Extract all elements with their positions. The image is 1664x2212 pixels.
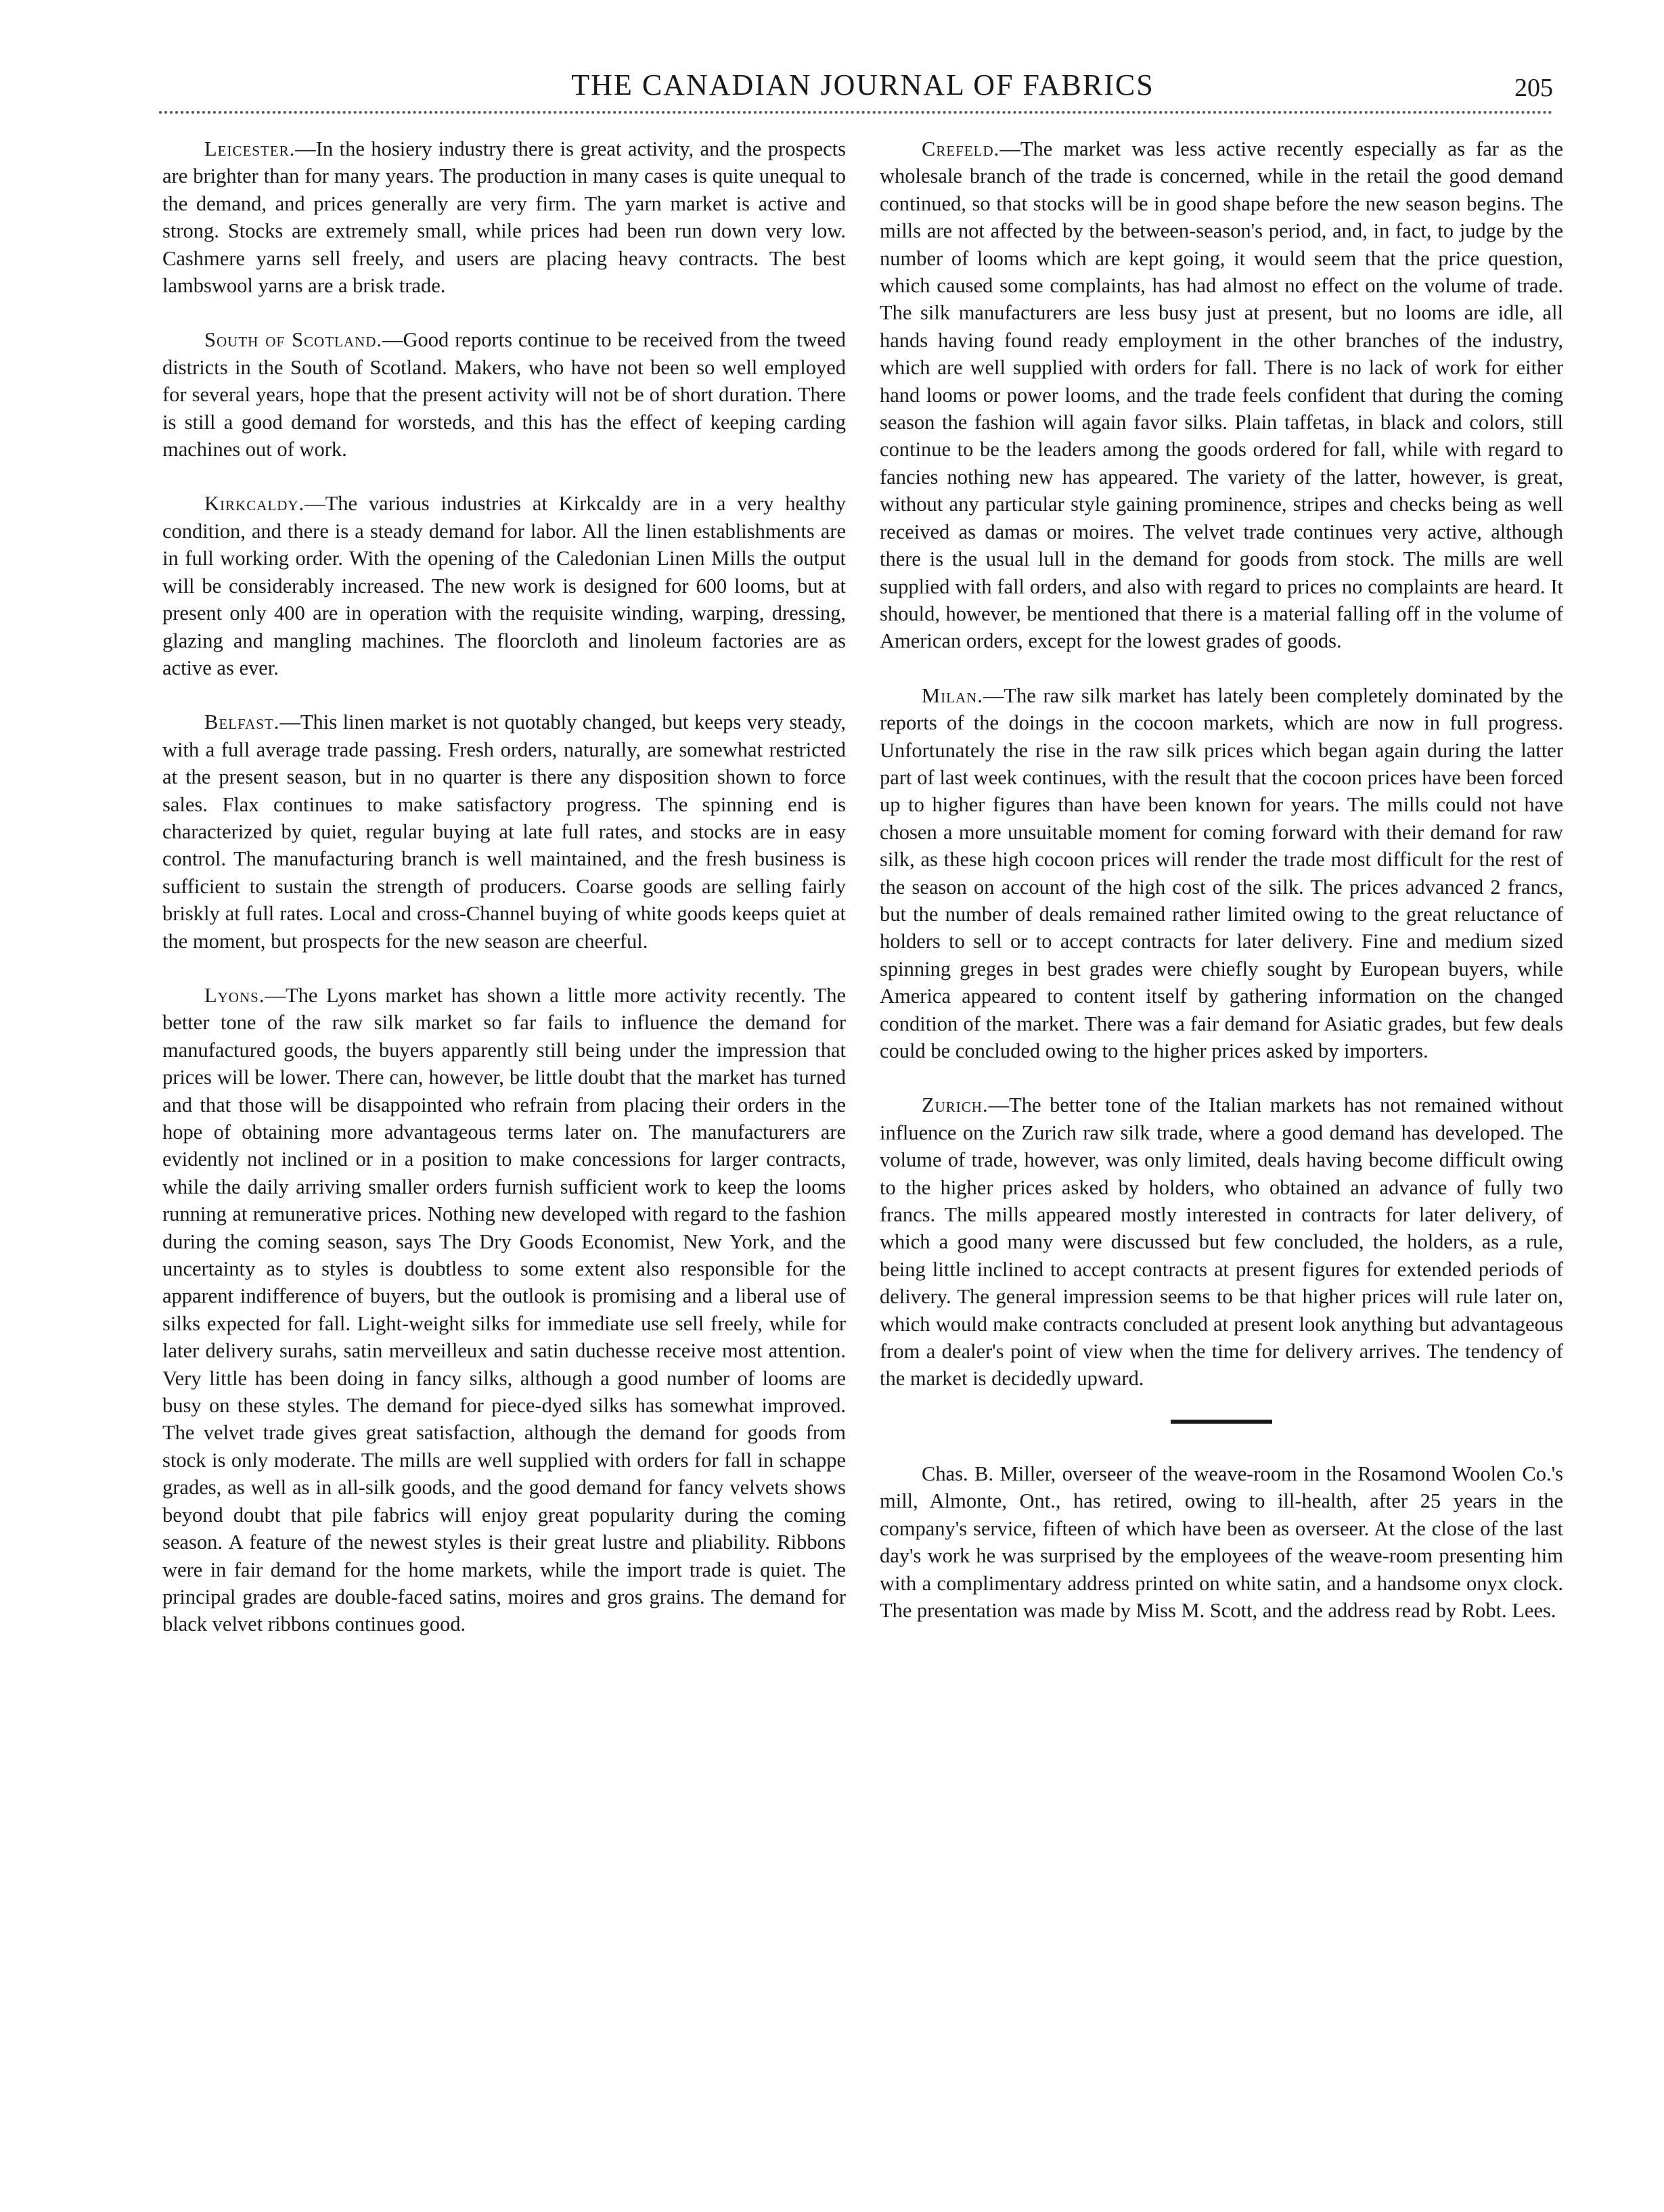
paragraph-zurich: Zurich.—The better tone of the Italian markets has not remained without influence on the Zurich raw silk trade, where a good demand has developed. The volume of trade, however, was only limited, deals having become difficult owing to the higher prices asked by holders, who obtained an advance of fully two francs. The mills appeared mostly interested in contracts for later delivery, of which a good many were discussed but few concluded, the holders, as a rule, being little inclined to accept contracts at present figures for extended periods of delivery. The general impression seems to be that higher prices will rule later on, which would make contracts concluded at present look anything but advantageous from a dealer's point of view when the time for delivery arrives. The tendency of the market is decidedly upward. [880, 1093, 1563, 1391]
right-column [880, 135, 1563, 1651]
section-text: The market was less active recently especially as far as the wholesale branch of the trade is concerned, while in the retail the good demand continued, so that stocks will be in good shape before the new season begins. The mills are not affected by the between-season's period, and, in fact, to judge by the number of looms which are kept going, it would seem that the price question, which caused some complaints, has had almost no effect on the volume of trade. The silk manufacturers are less busy just at present, but no looms are idle, all hands having found ready employment in the other branches of the industry, which are well supplied with orders for fall. There is no lack of work for either hand looms or power looms, and the trade feels confident that during the coming season the fashion will again favor silks. Plain taffetas, in black and colors, still continue to be the leaders among the goods ordered for fall, while with regard to fancies nothing new has appeared. The variety of the latter, however, is great, without any particular style gaining prominence, stripes and checks being as well received as damas or moires. The velvet trade continues very active, although there is the usual lull in the demand for goods from stock. The mills are well supplied with fall orders, and also with regard to prices no complaints are heard. It should, however, be mentioned that there is a material falling off in the volume of American orders, except for the lowest grades of goods. [880, 137, 1563, 653]
paragraph-closing-note: Chas. B. Miller, overseer of the weave-room in the Rosamond Woolen Co.'s mill, Almonte, Ont., has retired, owing to ill-health, after 25 years in the company's service, fifteen of which have been as overseer. At the close of the last day's work he was surprised by the employees of the weave-room presenting him with a complimentary address printed on white satin, and a handsome onyx clock. The presentation was made by Miss M. Scott, and the address read by Robt. Lees. [880, 1462, 1563, 1622]
header-rule [159, 111, 1553, 114]
left-column [162, 135, 846, 1665]
section-head: Leicester. [204, 137, 296, 160]
section-text: The raw silk market has lately been completely dominated by the reports of the doings in the cocoon markets, which are now in full progress. Unfortunately the rise in the raw silk prices which began again during the latter part of last week continues, with the result that the cocoon prices have been forced up to higher figures than have been known for years. The mills could not have chosen a more unsuitable moment for coming forward with their demand for raw silk, as these high cocoon prices will render the trade most difficult for the rest of the season on account of the high cost of the silk. The prices advanced 2 francs, but the number of deals remained rather limited owing to the great reluctance of holders to sell or to accept contracts for later delivery. Fine and medium sized spinning greges in best grades were chiefly sought by European buyers, while America appeared to content itself by gathering information on the changed condition of the market. There was a fair demand for Asiatic grades, but few deals could be concluded owing to the higher prices asked by importers. [880, 683, 1563, 1062]
section-text: In the hosiery industry there is great activity, and the prospects are brighter than for many years. The production in many cases is quite unequal to the demand, and prices generally are very firm. The yarn market is active and strong. Stocks are extremely small, while prices had been run down very low. Cashmere yarns sell freely, and users are placing heavy contracts. The best lambswool yarns are a brisk trade. [162, 137, 846, 298]
journal-title: THE CANADIAN JOURNAL OF FABRICS [571, 68, 1154, 101]
paragraph-belfast: Belfast.—This linen market is not quotably changed, but keeps very steady, with a full average trade passing. Fresh orders, naturally, are somewhat restricted at the present season, but in no quarter is there any disposition shown to force sales. Flax continues to make satisfactory progress. The spinning end is characterized by quiet, regular buying at late full rates, and stocks are in easy control. The manufacturing branch is well maintained, and the fresh business is sufficient to sustain the strength of producers. Coarse goods are selling fairly briskly at full rates. Local and cross-Channel buying of white goods keeps quiet at the moment, but prospects for the new season are cheerful. [162, 710, 846, 953]
section-head: Kirkcaldy. [204, 492, 305, 516]
paragraph-milan: Milan.—The raw silk market has lately been completely dominated by the reports of the doings in the cocoon markets, which are now in full progress. Unfortunately the rise in the raw silk prices which began again during the latter part of last week continues, with the result that the cocoon prices have been forced up to higher figures than have been known for years. The mills could not have chosen a more unsuitable moment for coming forward with their demand for raw silk, as these high cocoon prices will render the trade most difficult for the rest of the season on account of the high cost of the silk. The prices advanced 2 francs, but the number of deals remained rather limited owing to the great reluctance of holders to sell or to accept contracts for later delivery. Fine and medium sized spinning greges in best grades were chiefly sought by European buyers, while America appeared to content itself by gathering information on the changed condition of the market. There was a fair demand for Asiatic grades, but few deals could be concluded owing to the higher prices asked by importers. [880, 683, 1563, 1062]
paragraph-leicester: Leicester.—In the hosiery industry there is great activity, and the prospects are brighter than for many years. The production in many cases is quite unequal to the demand, and prices generally are very firm. The yarn market is active and strong. Stocks are extremely small, while prices had been run down very low. Cashmere yarns sell freely, and users are placing heavy contracts. The best lambswool yarns are a brisk trade. [162, 137, 846, 298]
section-text: Good reports continue to be received from the tweed districts in the South of Scotland. Makers, who have not been so well employed for several years, hope that the present activity will not be of short duration. There is still a good demand for worsteds, and this has the effect of keeping carding machines out of work. [162, 328, 846, 461]
section-text: The Lyons market has shown a little more activity recently. The better tone of the raw silk market so far fails to influence the demand for manufactured goods, the buyers apparently still being under the impression that prices will be lower. There can, however, be little doubt that the market has turned and that those will be disappointed who refrain from placing their orders in the hope of obtaining more advantageous terms later on. The manufacturers are evidently not inclined or in a position to make concessions for larger contracts, while the daily arriving smaller orders furnish sufficient work to keep the looms running at remunerative prices. Nothing new developed with regard to the fashion during the coming season, says The Dry Goods Economist, New York, and the uncertainty as to styles is doubtless to some extent also responsible for the apparent indifference of buyers, but the outlook is promising and a liberal use of silks expected for fall. Light-weight silks for immediate use sell freely, while for later delivery surahs, satin merveilleux and satin duchesse receive most attention. Very little has been doing in fancy silks, although a good number of looms are busy on these styles. The demand for piece-dyed silks has somewhat improved. The velvet trade gives great satisfaction, although the demand for goods from stock is only moderate. The mills are well supplied with orders for fall in schappe grades, as well as in all-silk goods, and the good demand for fancy velvets shows beyond doubt that pile fabrics will enjoy great popularity during the coming season. A feature of the newest styles is their great lustre and pliability. Ribbons were in fair demand for the home markets, while the import trade is quiet. The principal grades are double-faced satins, moires and gros grains. The demand for black velvet ribbons continues good. [162, 983, 846, 1636]
section-head: Zurich. [922, 1093, 989, 1117]
section-head: South of Scotland. [204, 328, 382, 352]
section-head: Milan. [922, 683, 983, 707]
section-head: Crefeld. [922, 137, 1000, 160]
page-number: 205 [1514, 74, 1553, 102]
paragraph-kirkcaldy: Kirkcaldy.—The various industries at Kirkcaldy are in a very healthy condition, and there is a steady demand for labor. All the linen establishments are in full working order. With the opening of the Caledonian Linen Mills the output will be considerably increased. The new work is designed for 600 looms, but at present only 400 are in operation with the requisite winding, warping, dressing, glazing and mangling machines. The floorcloth and linoleum factories are as active as ever. [162, 492, 846, 679]
section-divider [1171, 1420, 1272, 1424]
section-text: This linen market is not quotably changed, but keeps very steady, with a full average trade passing. Fresh orders, naturally, are somewhat restricted at the present season, but in no quarter is there any disposition shown to force sales. Flax continues to make satisfactory progress. The spinning end is characterized by quiet, regular buying at late full rates, and stocks are in easy control. The manufacturing branch is well maintained, and the fresh business is sufficient to sustain the strength of producers. Coarse goods are selling fairly briskly at full rates. Local and cross-Channel buying of white goods keeps quiet at the moment, but prospects for the new season are cheerful. [162, 710, 846, 953]
paragraph-crefeld: Crefeld.—The market was less active recently especially as far as the wholesale branch of the trade is concerned, while in the retail the good demand continued, so that stocks will be in good shape before the new season begins. The mills are not affected by the between-season's period, and, in fact, to judge by the number of looms which are kept going, it would seem that the price question, which caused some complaints, has had almost no effect on the volume of trade. The silk manufacturers are less busy just at present, but no looms are idle, all hands having found ready employment in the other branches of the industry, which are well supplied with orders for fall. There is no lack of work for either hand looms or power looms, and the trade feels confident that during the coming season the fashion will again favor silks. Plain taffetas, in black and colors, still continue to be the leaders among the goods ordered for fall, while with regard to fancies nothing new has appeared. The variety of the latter, however, is great, without any particular style gaining prominence, stripes and checks being as well received as damas or moires. The velvet trade continues very active, although there is the usual lull in the demand for goods from stock. The mills are well supplied with fall orders, and also with regard to prices no complaints are heard. It should, however, be mentioned that there is a material falling off in the volume of American orders, except for the lowest grades of goods. [880, 137, 1563, 653]
page-header [145, 68, 1580, 122]
section-text: The various industries at Kirkcaldy are in a very healthy condition, and there is a steady demand for labor. All the linen establishments are in full working order. With the opening of the Caledonian Linen Mills the output will be considerably increased. The new work is designed for 600 looms, but at present only 400 are in operation with the requisite winding, warping, dressing, glazing and mangling machines. The floorcloth and linoleum factories are as active as ever. [162, 492, 846, 679]
paragraph-south-of-scotland: South of Scotland.—Good reports continue to be received from the tweed districts in the South of Scotland. Makers, who have not been so well employed for several years, hope that the present activity will not be of short duration. There is still a good demand for worsteds, and this has the effect of keeping carding machines out of work. [162, 328, 846, 461]
section-head: Lyons. [204, 983, 265, 1007]
section-head: Belfast. [204, 710, 280, 734]
section-text: The better tone of the Italian markets has not remained without influence on the Zurich raw silk trade, where a good demand has developed. The volume of trade, however, was only limited, deals having become difficult owing to the higher prices asked by holders, who obtained an advance of fully two francs. The mills appeared mostly interested in contracts for later delivery, of which a good many were discussed but few concluded, the holders, as a rule, being little inclined to accept contracts at present figures for extended periods of delivery. The general impression seems to be that higher prices will rule later on, which would make contracts concluded at present look anything but advantageous from a dealer's point of view when the time for delivery arrives. The tendency of the market is decidedly upward. [880, 1093, 1563, 1391]
paragraph-lyons: Lyons.—The Lyons market has shown a little more activity recently. The better tone of the raw silk market so far fails to influence the demand for manufactured goods, the buyers apparently still being under the impression that prices will be lower. There can, however, be little doubt that the market has turned and that those will be disappointed who refrain from placing their orders in the hope of obtaining more advantageous terms later on. The manufacturers are evidently not inclined or in a position to make concessions for larger contracts, while the daily arriving smaller orders furnish sufficient work to keep the looms running at remunerative prices. Nothing new developed with regard to the fashion during the coming season, says The Dry Goods Economist, New York, and the uncertainty as to styles is doubtless to some extent also responsible for the apparent indifference of buyers, but the outlook is promising and a liberal use of silks expected for fall. Light-weight silks for immediate use sell freely, while for later delivery surahs, satin merveilleux and satin duchesse receive most attention. Very little has been doing in fancy silks, although a good number of looms are busy on these styles. The demand for piece-dyed silks has somewhat improved. The velvet trade gives great satisfaction, although the demand for goods from stock is only moderate. The mills are well supplied with orders for fall in schappe grades, as well as in all-silk goods, and the good demand for fancy velvets shows beyond doubt that pile fabrics will enjoy great popularity during the coming season. A feature of the newest styles is their great lustre and pliability. Ribbons were in fair demand for the home markets, while the import trade is quiet. The principal grades are double-faced satins, moires and gros grains. The demand for black velvet ribbons continues good. [162, 983, 846, 1636]
